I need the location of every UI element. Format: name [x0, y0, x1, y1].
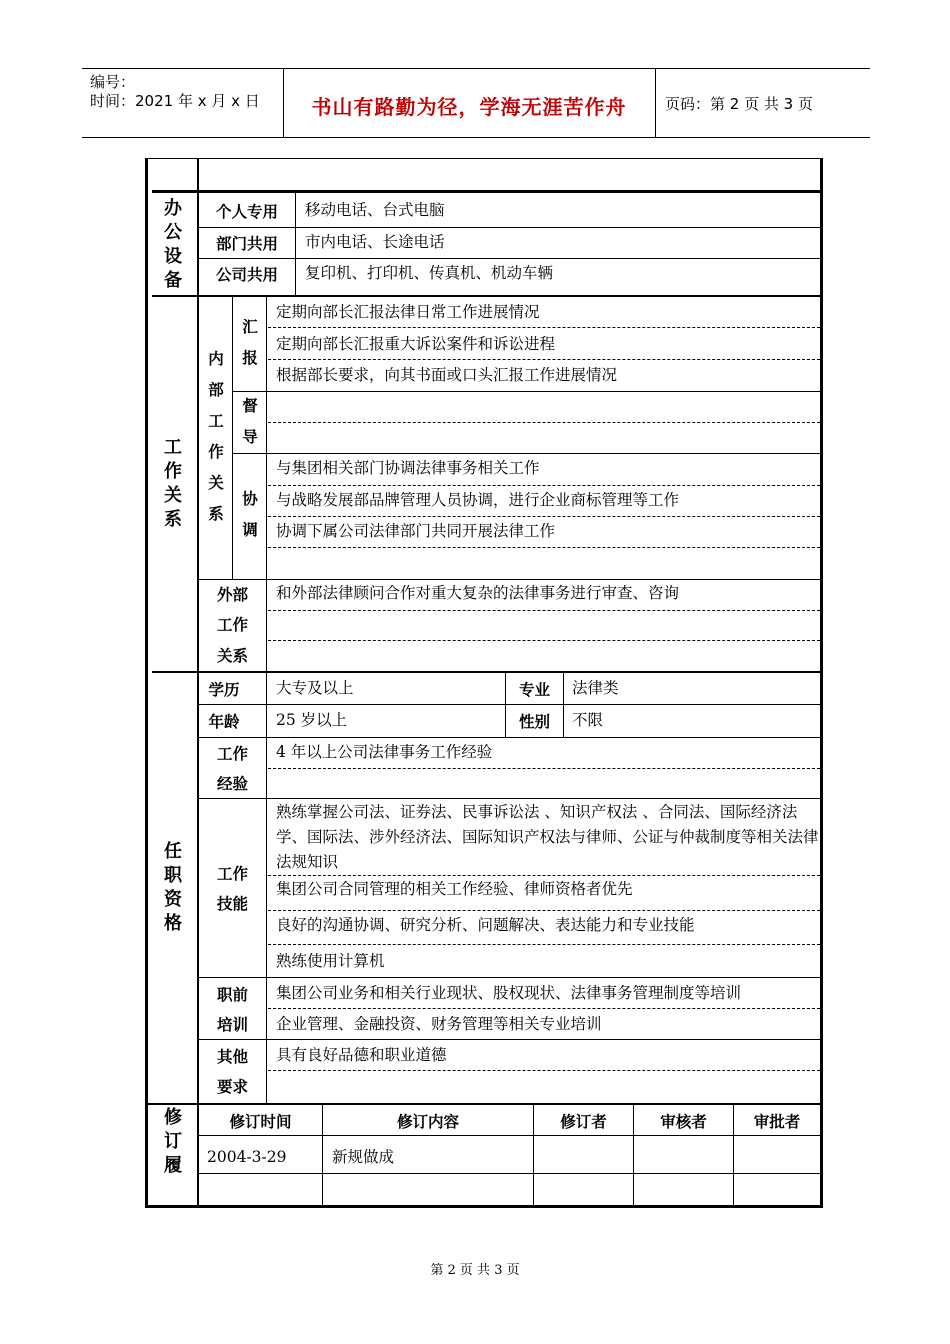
training-item: 企业管理、金融投资、财务管理等相关专业培训 — [276, 1015, 602, 1033]
header-motto: 书山有路勤为径，学海无涯苦作舟 — [311, 95, 627, 119]
revision-header-approver: 审批者 — [753, 1113, 801, 1131]
education-value: 大专及以上 — [276, 679, 354, 697]
section-office-equipment: 办公设备 — [164, 198, 182, 291]
revision-header-date: 修订时间 — [229, 1113, 292, 1131]
header-page-info: 页码：第 2 页 共 3 页 — [665, 95, 813, 113]
supervise-label: 督导 — [242, 397, 258, 446]
training-item: 集团公司业务和相关行业现状、股权现状、法律事务管理制度等培训 — [276, 984, 742, 1002]
coordinate-label: 协调 — [242, 490, 258, 539]
skills-label: 工作 — [216, 865, 248, 883]
coordinate-item: 与战略发展部品牌管理人员协调，进行企业商标管理等工作 — [276, 491, 680, 509]
header-motto-cell — [283, 69, 656, 137]
skills-label: 技能 — [216, 895, 248, 913]
revision-header-reviser: 修订者 — [560, 1113, 607, 1131]
equipment-personal-value: 移动电话、台式电脑 — [305, 201, 445, 219]
gender-value: 不限 — [572, 711, 604, 729]
section-revision-history: 修订履 — [164, 1107, 182, 1176]
report-item: 定期向部长汇报法律日常工作进展情况 — [276, 303, 540, 321]
doc-number-label: 编号： — [90, 73, 136, 91]
external-relations-label: 关系 — [216, 647, 248, 665]
revision-header-content: 修订内容 — [396, 1113, 459, 1131]
experience-label: 经验 — [216, 775, 248, 793]
other-requirements-label: 要求 — [216, 1078, 248, 1096]
experience-label: 工作 — [216, 745, 248, 763]
revision-date: 2004-3-29 — [207, 1148, 287, 1166]
equipment-department-label: 部门共用 — [215, 235, 278, 253]
experience-value: 4 年以上公司法律事务工作经验 — [276, 743, 493, 761]
skill-item: 熟练使用计算机 — [276, 952, 385, 970]
external-item: 和外部法律顾问合作对重大复杂的法律事务进行审查、咨询 — [276, 584, 680, 602]
education-label: 学历 — [208, 681, 240, 699]
coordinate-item: 协调下属公司法律部门共同开展法律工作 — [276, 522, 556, 540]
external-relations-label: 外部 — [216, 586, 248, 604]
coordinate-item: 与集团相关部门协调法律事务相关工作 — [276, 459, 540, 477]
internal-relations-label: 内部工作关系 — [208, 350, 224, 523]
major-label: 专业 — [518, 681, 550, 699]
header-meta-cell — [82, 69, 284, 137]
other-requirements-label: 其他 — [216, 1048, 248, 1066]
age-label: 年龄 — [208, 713, 240, 731]
equipment-department-value: 市内电话、长途电话 — [305, 233, 445, 251]
external-relations-label: 工作 — [216, 616, 248, 634]
age-value: 25 岁以上 — [276, 711, 348, 729]
training-label: 职前 — [216, 986, 248, 1004]
equipment-personal-label: 个人专用 — [215, 203, 278, 221]
report-item: 根据部长要求，向其书面或口头汇报工作进展情况 — [276, 366, 618, 384]
equipment-company-label: 公司共用 — [215, 266, 278, 284]
section-qualifications: 任职资格 — [164, 841, 182, 934]
gender-label: 性别 — [518, 713, 550, 731]
section-work-relations: 工作关系 — [164, 437, 182, 530]
page-footer: 第 2 页 共 3 页 — [430, 1263, 520, 1278]
doc-time-label: 时间：2021 年 x 月 x 日 — [90, 92, 260, 110]
revision-content: 新规做成 — [332, 1148, 395, 1166]
major-value: 法律类 — [572, 679, 619, 697]
equipment-company-value: 复印机、打印机、传真机、机动车辆 — [305, 264, 554, 282]
skill-item: 集团公司合同管理的相关工作经验、律师资格者优先 — [276, 880, 633, 898]
other-requirement-item: 具有良好品德和职业道德 — [276, 1046, 447, 1064]
page-header — [82, 68, 870, 138]
skill-item: 熟练掌握公司法、证券法、民事诉讼法 、知识产权法 、合同法、国际经济法学、国际法、涉外经济法、国际知识产权法与律师、公证与仲裁制度等相关法律法规知识 — [276, 803, 819, 871]
training-label: 培训 — [216, 1016, 248, 1034]
revision-header-reviewer: 审核者 — [660, 1113, 707, 1131]
report-item: 定期向部长汇报重大诉讼案件和诉讼进程 — [276, 335, 556, 353]
report-label: 汇报 — [242, 318, 258, 367]
skill-item: 良好的沟通协调、研究分析、问题解决、表达能力和专业技能 — [276, 916, 695, 934]
